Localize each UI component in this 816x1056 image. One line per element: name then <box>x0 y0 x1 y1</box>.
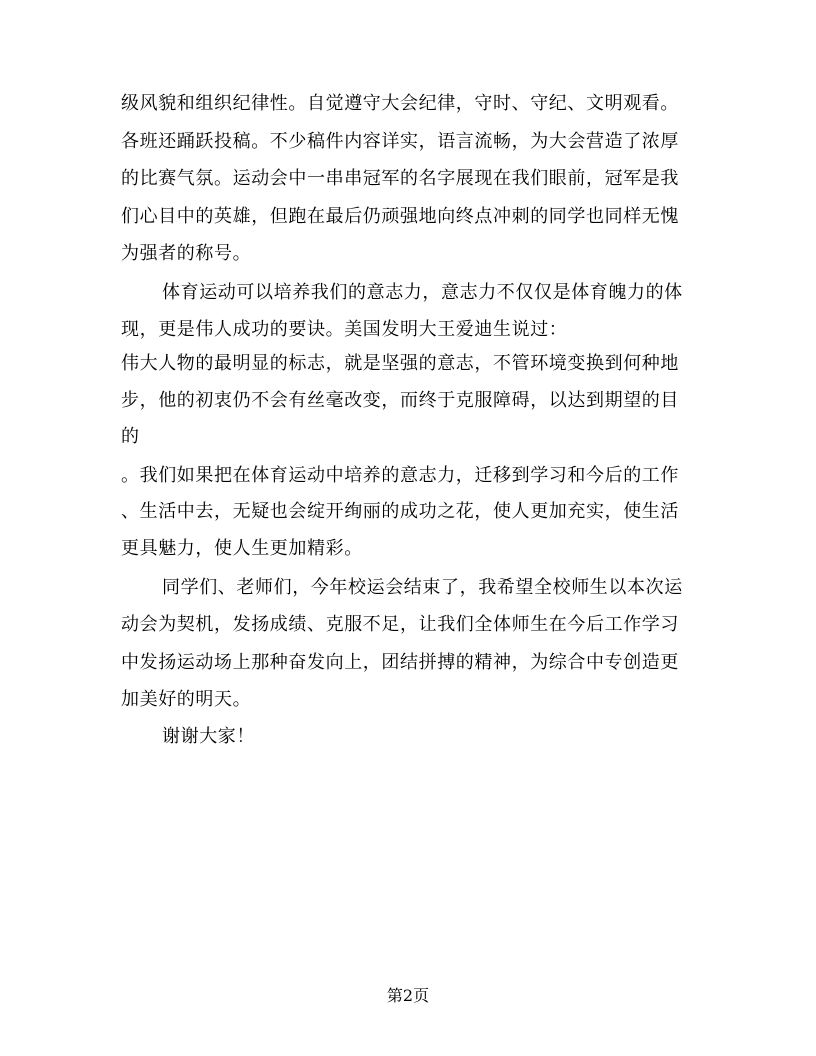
quote-line: 伟大人物的最明显的标志，就是坚强的意志，不管环境变换到何种地 <box>121 353 679 374</box>
text-line: 中发扬运动场上那种奋发向上，团结拼搏的精神，为综合中专创造更 <box>121 652 679 673</box>
text-line: 们心目中的英雄，但跑在最后仍顽强地向终点冲刺的同学也同样无愧 <box>121 206 679 227</box>
text-line: 。我们如果把在体育运动中培养的意志力，迁移到学习和今后的工作 <box>121 465 679 486</box>
paragraph-start-line: 同学们、老师们，今年校运会结束了，我希望全校师生以本次运 <box>162 577 683 598</box>
text-line: 、生活中去，无疑也会绽开绚丽的成功之花，使人更加充实，使生活 <box>121 501 679 522</box>
quote-line: 的 <box>121 426 140 447</box>
text-line: 各班还踊跃投稿。不少稿件内容详实，语言流畅，为大会营造了浓厚 <box>121 131 679 152</box>
text-line: 的比赛气氛。运动会中一串串冠军的名字展现在我们眼前，冠军是我 <box>121 168 679 189</box>
text-line: 加美好的明天。 <box>121 689 252 710</box>
text-line: 级风貌和组织纪律性。自觉遵守大会纪律，守时、守纪、文明观看。 <box>121 93 679 114</box>
text-line: 现，更是伟人成功的要诀。美国发明大王爱迪生说过： <box>121 319 568 340</box>
paragraph-start-line: 体育运动可以培养我们的意志力，意志力不仅仅是体育魄力的体 <box>162 282 683 303</box>
text-line: 为强者的称号。 <box>121 243 252 264</box>
closing-line: 谢谢大家！ <box>162 726 255 747</box>
quote-line: 步，他的初衷仍不会有丝毫改变，而终于克服障碍，以达到期望的目 <box>121 390 679 411</box>
text-line: 动会为契机，发扬成绩、克服不足，让我们全体师生在今后工作学习 <box>121 614 679 635</box>
page-number: 第2页 <box>386 986 430 1005</box>
text-line: 更具魅力，使人生更加精彩。 <box>121 538 363 559</box>
